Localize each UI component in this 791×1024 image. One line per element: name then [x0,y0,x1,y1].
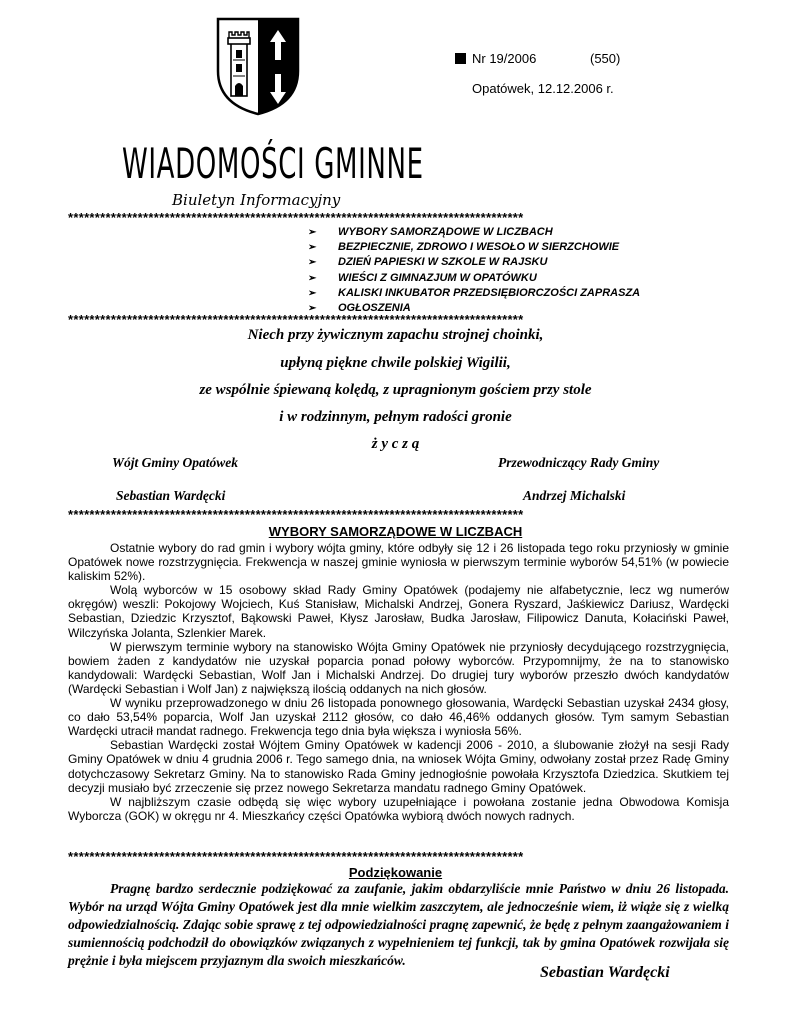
masthead-subtitle: Biuletyn Informacyjny [172,191,341,209]
thanks-body [68,880,729,970]
toc-item-label: DZIEŃ PAPIESKI W SZKOLE W RAJSKU [338,256,548,269]
toc-item-label: WIEŚCI Z GIMNAZJUM W OPATÓWKU [338,271,537,284]
arrowhead-bullet-icon: ➢ [308,242,317,254]
signatory-title-right: Przewodniczący Rady Gminy [498,455,660,470]
toc-item-label: WYBORY SAMORZĄDOWE W LICZBACH [338,226,553,238]
greeting-line: ze wspólnie śpiewaną kolędą, z upragnionym gościem przy stole [199,382,592,398]
toc-item[interactable] [308,286,640,301]
issue-count: (550) [590,51,621,66]
arrowhead-bullet-icon: ➢ [308,227,317,238]
signatory-name-left: Sebastian Wardęcki [116,488,226,503]
arrowhead-bullet-icon: ➢ [308,303,317,315]
separator-line: ************************************************************************************* [68,850,524,864]
toc-item[interactable] [308,255,640,270]
toc-item-label: BEZPIECZNIE, ZDROWO I WESOŁO W SIERZCHOWIE [338,241,620,254]
article-paragraph: W wyniku przeprowadzonego w dniu 26 listopada ponownego głosowania, Wardęcki Sebastian uzyskał 2434 głosy, co dało 53,54% poparcia, Wolf Jan uzyskał 2112 głosów, co dało 46,46% oddanych głosów. Tym samym Sebastian Wardęcki utracił mandat radnego. Frekwencja tego dnia była większa i wyniosła 56%. [68,696,729,739]
table-of-contents [308,225,640,316]
greeting-line: Niech przy żywicznym zapachu strojnej choinki, [247,327,544,343]
thanks-paragraph: Pragnę bardzo serdecznie podziękować za zaufanie, jakim obdarzyliście mnie Państwo w dniu 26 listopada. Wybór na urząd Wójta Gminy Opatówek jest dla mnie wielkim zaszczytem, ale jednocześnie wiem, iż wiąże się z wielką odpowiedzialnością. Zdając sobie sprawę z tej odpowiedzialności pragnę zapewnić, że będę z pełnym zaangażowaniem i sumiennością podchodził do obowiązków związanych z wypełnieniem tej funkcji, tak by gmina Opatówek rozwijała się prężnie i była miejscem przyjaznym dla swoich mieszkańców. [68,881,729,968]
article-paragraph: Wolą wyborców w 15 osobowy skład Rady Gminy Opatówek (podajemy nie alfabetycznie, lecz wg numerów okręgów) weszli: Pokojowy Wojciech, Kuś Stanisław, Michalski Andrzej, Gonera Ryszard, Jaśkiewicz Dariusz, Wardęcki Sebastian, Dziedzic Krzysztof, Bąkowski Paweł, Kłysz Jarosław, Budka Jarosław, Filipowicz Danuta, Kołaciński Paweł, Wilczyńska Jolanta, Szlenkier Marek. [68,583,729,640]
issue-date: Opatówek, 12.12.2006 r. [472,81,614,96]
separator-line: ************************************************************************************* [68,313,524,327]
thanks-signature: Sebastian Wardęcki [540,964,670,981]
toc-item-label: KALISKI INKUBATOR PRZEDSIĘBIORCZOŚCI ZAPRASZA [338,286,641,299]
arrowhead-bullet-icon: ➢ [308,272,317,284]
thanks-title: Podziękowanie [348,865,443,880]
greeting-wish: ż y c z ą [371,436,420,452]
arrowhead-bullet-icon: ➢ [308,257,317,269]
toc-item[interactable] [308,271,640,286]
separator-line: ************************************************************************************* [68,211,524,225]
toc-item-label: OGŁOSZENIA [338,302,411,315]
toc-item[interactable] [308,240,640,255]
article-title: WYBORY SAMORZĄDOWE W LICZBACH [268,524,523,539]
article-paragraph: Sebastian Wardęcki został Wójtem Gminy Opatówek w kadencji 2006 - 2010, a ślubowanie złożył na sesji Rady Gminy Opatówek w dniu 4 grudnia 2006 r. Tego samego dnia, na wniosek Wójta Gminy, odwołany został przez Radę Gminy dotychczasowy Sekretarz Gminy. Na to stanowisko Rada Gminy jednogłośnie powołała Krzysztofa Dziedzica. Skutkiem tej decyzji musiało być zrzeczenie się przez nowego Sekretarza mandatu radnego Gminy Opatówek. [68,738,729,795]
issue-number-label: Nr 19/2006 [472,51,537,66]
article-paragraph: Ostatnie wybory do rad gmin i wybory wójta gminy, które odbyły się 12 i 26 listopada tego roku przyniosły w gminie Opatówek nowe rozstrzygnięcia. Frekwencja w naszej gminie wyniosła w pierwszym terminie wyborów 54,51% (w powiecie kaliskim 52%). [68,541,729,584]
article-body [68,541,729,823]
greeting-line: i w rodzinnym, pełnym radości gronie [279,409,512,425]
greeting-line: upłyną piękne chwile polskiej Wigilii, [280,355,511,371]
black-square-icon [455,53,466,64]
article-paragraph: W najbliższym czasie odbędą się więc wybory uzupełniające i powołana zostanie jedna Obwodowa Komisja Wyborcza (GOK) w okręgu nr 4. Mieszkańcy części Opatówka wybiorą dwóch nowych radnych. [68,794,729,823]
signatory-title-left: Wójt Gminy Opatówek [112,455,239,470]
signatory-name-right: Andrzej Michalski [523,488,626,503]
issue-number [472,51,620,66]
arrowhead-bullet-icon: ➢ [308,287,317,299]
separator-line: ************************************************************************************* [68,508,524,522]
article-paragraph: W pierwszym terminie wybory na stanowisko Wójta Gminy Opatówek nie przyniosły decydującego rozstrzygnięcia, bowiem żaden z kandydatów nie uzyskał poparcia ponad połowy wyborców. Przypomnijmy, że na to stanowisko kandydowali: Wardęcki Sebastian, Wolf Jan i Michalski Andrzej. Do drugiej tury wyborów przeszło dwóch kandydatów (Wardęcki Sebastian i Wolf Jan) z największą ilością oddanych na nich głosów. [68,639,729,696]
toc-item[interactable] [308,225,640,240]
coat-of-arms-icon [215,16,301,116]
masthead-title: WIADOMOŚCI GMINNE [122,139,424,188]
